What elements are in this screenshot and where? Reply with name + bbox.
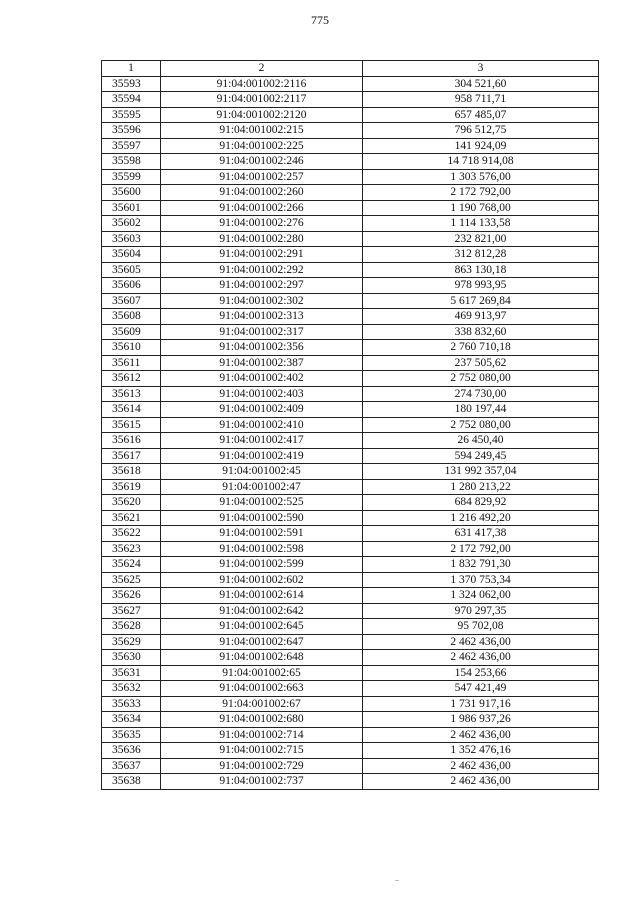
table-row <box>102 712 599 728</box>
header-col-2: 2 <box>161 61 363 77</box>
row-number: 35597 <box>102 138 161 154</box>
cadastral-value: 547 421,49 <box>363 681 599 697</box>
cadastral-number: 91:04:001002:280 <box>161 231 363 247</box>
row-number: 35595 <box>102 107 161 123</box>
cadastral-number: 91:04:001002:590 <box>161 510 363 526</box>
cadastral-number: 91:04:001002:402 <box>161 371 363 387</box>
cadastral-value: 2 462 436,00 <box>363 758 599 774</box>
table-row <box>102 634 599 650</box>
cadastral-number: 91:04:001002:648 <box>161 650 363 666</box>
cadastral-value: 631 417,38 <box>363 526 599 542</box>
table-row <box>102 154 599 170</box>
header-col-3: 3 <box>363 61 599 77</box>
table-row <box>102 231 599 247</box>
cadastral-number: 91:04:001002:645 <box>161 619 363 635</box>
row-number: 35633 <box>102 696 161 712</box>
row-number: 35630 <box>102 650 161 666</box>
cadastral-value: 1 986 937,26 <box>363 712 599 728</box>
cadastral-number: 91:04:001002:225 <box>161 138 363 154</box>
cadastral-number: 91:04:001002:410 <box>161 417 363 433</box>
row-number: 35603 <box>102 231 161 247</box>
cadastral-value: 1 352 476,16 <box>363 743 599 759</box>
cadastral-value: 1 324 062,00 <box>363 588 599 604</box>
cadastral-number: 91:04:001002:525 <box>161 495 363 511</box>
row-number: 35628 <box>102 619 161 635</box>
table-row <box>102 650 599 666</box>
table-row <box>102 309 599 325</box>
cadastral-value: 2 462 436,00 <box>363 650 599 666</box>
row-number: 35638 <box>102 774 161 790</box>
cadastral-value: 970 297,35 <box>363 603 599 619</box>
table-row <box>102 216 599 232</box>
cadastral-number: 91:04:001002:729 <box>161 758 363 774</box>
table-row <box>102 402 599 418</box>
cadastral-number: 91:04:001002:599 <box>161 557 363 573</box>
cadastral-value: 131 992 357,04 <box>363 464 599 480</box>
table-row <box>102 76 599 92</box>
cadastral-value: 1 731 917,16 <box>363 696 599 712</box>
row-number: 35605 <box>102 262 161 278</box>
row-number: 35625 <box>102 572 161 588</box>
table-row <box>102 743 599 759</box>
row-number: 35594 <box>102 92 161 108</box>
table-body <box>102 76 599 789</box>
table-row <box>102 293 599 309</box>
row-number: 35617 <box>102 448 161 464</box>
cadastral-value: 1 370 753,34 <box>363 572 599 588</box>
row-number: 35629 <box>102 634 161 650</box>
cadastral-value: 978 993,95 <box>363 278 599 294</box>
cadastral-number: 91:04:001002:317 <box>161 324 363 340</box>
cadastral-number: 91:04:001002:663 <box>161 681 363 697</box>
row-number: 35632 <box>102 681 161 697</box>
cadastral-value: 1 190 768,00 <box>363 200 599 216</box>
row-number: 35606 <box>102 278 161 294</box>
cadastral-value: 180 197,44 <box>363 402 599 418</box>
cadastral-number: 91:04:001002:409 <box>161 402 363 418</box>
cadastral-number: 91:04:001002:257 <box>161 169 363 185</box>
cadastral-value: 26 450,40 <box>363 433 599 449</box>
table-row <box>102 433 599 449</box>
cadastral-value: 958 711,71 <box>363 92 599 108</box>
cadastral-value: 304 521,60 <box>363 76 599 92</box>
table-row <box>102 386 599 402</box>
table-row <box>102 355 599 371</box>
table-row <box>102 774 599 790</box>
table-row <box>102 479 599 495</box>
cadastral-number: 91:04:001002:215 <box>161 123 363 139</box>
cadastral-value: 312 812,28 <box>363 247 599 263</box>
row-number: 35619 <box>102 479 161 495</box>
table-row <box>102 371 599 387</box>
cadastral-number: 91:04:001002:302 <box>161 293 363 309</box>
row-number: 35607 <box>102 293 161 309</box>
scan-mark <box>395 880 399 881</box>
cadastral-number: 91:04:001002:403 <box>161 386 363 402</box>
cadastral-value: 237 505,62 <box>363 355 599 371</box>
cadastral-number: 91:04:001002:65 <box>161 665 363 681</box>
table-row <box>102 603 599 619</box>
table-row <box>102 340 599 356</box>
table-row <box>102 495 599 511</box>
header-row <box>102 61 599 77</box>
cadastral-value: 1 114 133,58 <box>363 216 599 232</box>
cadastral-number: 91:04:001002:297 <box>161 278 363 294</box>
row-number: 35636 <box>102 743 161 759</box>
cadastral-value: 1 280 213,22 <box>363 479 599 495</box>
cadastral-value: 1 303 576,00 <box>363 169 599 185</box>
cadastral-number: 91:04:001002:647 <box>161 634 363 650</box>
row-number: 35602 <box>102 216 161 232</box>
table-row <box>102 123 599 139</box>
row-number: 35598 <box>102 154 161 170</box>
cadastral-number: 91:04:001002:680 <box>161 712 363 728</box>
table-row <box>102 138 599 154</box>
cadastral-value: 796 512,75 <box>363 123 599 139</box>
table-row <box>102 247 599 263</box>
table-row <box>102 262 599 278</box>
cadastral-value: 684 829,92 <box>363 495 599 511</box>
row-number: 35620 <box>102 495 161 511</box>
cadastral-number: 91:04:001002:417 <box>161 433 363 449</box>
row-number: 35634 <box>102 712 161 728</box>
cadastral-value: 141 924,09 <box>363 138 599 154</box>
row-number: 35612 <box>102 371 161 387</box>
table-row <box>102 619 599 635</box>
row-number: 35613 <box>102 386 161 402</box>
row-number: 35621 <box>102 510 161 526</box>
table-row <box>102 696 599 712</box>
cadastral-number: 91:04:001002:45 <box>161 464 363 480</box>
row-number: 35631 <box>102 665 161 681</box>
cadastral-number: 91:04:001002:642 <box>161 603 363 619</box>
row-number: 35604 <box>102 247 161 263</box>
cadastral-number: 91:04:001002:598 <box>161 541 363 557</box>
cadastral-value: 2 172 792,00 <box>363 541 599 557</box>
row-number: 35596 <box>102 123 161 139</box>
cadastral-number: 91:04:001002:614 <box>161 588 363 604</box>
row-number: 35615 <box>102 417 161 433</box>
row-number: 35601 <box>102 200 161 216</box>
row-number: 35637 <box>102 758 161 774</box>
row-number: 35593 <box>102 76 161 92</box>
row-number: 35627 <box>102 603 161 619</box>
table-row <box>102 727 599 743</box>
row-number: 35622 <box>102 526 161 542</box>
cadastral-value: 863 130,18 <box>363 262 599 278</box>
cadastral-value: 232 821,00 <box>363 231 599 247</box>
registry-table <box>101 60 599 790</box>
cadastral-number: 91:04:001002:419 <box>161 448 363 464</box>
table-row <box>102 541 599 557</box>
cadastral-number: 91:04:001002:260 <box>161 185 363 201</box>
row-number: 35626 <box>102 588 161 604</box>
cadastral-number: 91:04:001002:313 <box>161 309 363 325</box>
row-number: 35635 <box>102 727 161 743</box>
cadastral-number: 91:04:001002:737 <box>161 774 363 790</box>
cadastral-value: 594 249,45 <box>363 448 599 464</box>
cadastral-number: 91:04:001002:292 <box>161 262 363 278</box>
cadastral-value: 1 832 791,30 <box>363 557 599 573</box>
cadastral-number: 91:04:001002:276 <box>161 216 363 232</box>
cadastral-value: 2 752 080,00 <box>363 417 599 433</box>
cadastral-value: 5 617 269,84 <box>363 293 599 309</box>
cadastral-value: 469 913,97 <box>363 309 599 325</box>
table-row <box>102 169 599 185</box>
table-row <box>102 278 599 294</box>
row-number: 35616 <box>102 433 161 449</box>
table-row <box>102 200 599 216</box>
header-col-1: 1 <box>102 61 161 77</box>
cadastral-number: 91:04:001002:715 <box>161 743 363 759</box>
cadastral-number: 91:04:001002:356 <box>161 340 363 356</box>
cadastral-value: 2 462 436,00 <box>363 634 599 650</box>
cadastral-value: 274 730,00 <box>363 386 599 402</box>
cadastral-value: 2 462 436,00 <box>363 774 599 790</box>
table-header <box>102 61 599 77</box>
cadastral-number: 91:04:001002:602 <box>161 572 363 588</box>
row-number: 35623 <box>102 541 161 557</box>
cadastral-number: 91:04:001002:2117 <box>161 92 363 108</box>
table-row <box>102 185 599 201</box>
table-row <box>102 324 599 340</box>
cadastral-value: 2 760 710,18 <box>363 340 599 356</box>
table-row <box>102 572 599 588</box>
row-number: 35609 <box>102 324 161 340</box>
table-row <box>102 588 599 604</box>
cadastral-value: 1 216 492,20 <box>363 510 599 526</box>
cadastral-number: 91:04:001002:67 <box>161 696 363 712</box>
cadastral-value: 657 485,07 <box>363 107 599 123</box>
cadastral-number: 91:04:001002:47 <box>161 479 363 495</box>
row-number: 35618 <box>102 464 161 480</box>
cadastral-value: 14 718 914,08 <box>363 154 599 170</box>
cadastral-value: 2 462 436,00 <box>363 727 599 743</box>
cadastral-number: 91:04:001002:266 <box>161 200 363 216</box>
table-row <box>102 464 599 480</box>
cadastral-value: 154 253,66 <box>363 665 599 681</box>
cadastral-number: 91:04:001002:246 <box>161 154 363 170</box>
cadastral-number: 91:04:001002:387 <box>161 355 363 371</box>
cadastral-number: 91:04:001002:591 <box>161 526 363 542</box>
cadastral-value: 95 702,08 <box>363 619 599 635</box>
row-number: 35608 <box>102 309 161 325</box>
cadastral-value: 2 752 080,00 <box>363 371 599 387</box>
cadastral-value: 2 172 792,00 <box>363 185 599 201</box>
table-row <box>102 526 599 542</box>
row-number: 35611 <box>102 355 161 371</box>
row-number: 35599 <box>102 169 161 185</box>
table-row <box>102 417 599 433</box>
cadastral-number: 91:04:001002:291 <box>161 247 363 263</box>
table-row <box>102 510 599 526</box>
table-row <box>102 758 599 774</box>
table-row <box>102 448 599 464</box>
cadastral-number: 91:04:001002:2120 <box>161 107 363 123</box>
page-number: 775 <box>311 13 329 27</box>
cadastral-number: 91:04:001002:2116 <box>161 76 363 92</box>
row-number: 35600 <box>102 185 161 201</box>
cadastral-value: 338 832,60 <box>363 324 599 340</box>
table-row <box>102 681 599 697</box>
table-row <box>102 665 599 681</box>
table-row <box>102 107 599 123</box>
table-row <box>102 557 599 573</box>
row-number: 35614 <box>102 402 161 418</box>
row-number: 35610 <box>102 340 161 356</box>
cadastral-number: 91:04:001002:714 <box>161 727 363 743</box>
table-row <box>102 92 599 108</box>
row-number: 35624 <box>102 557 161 573</box>
